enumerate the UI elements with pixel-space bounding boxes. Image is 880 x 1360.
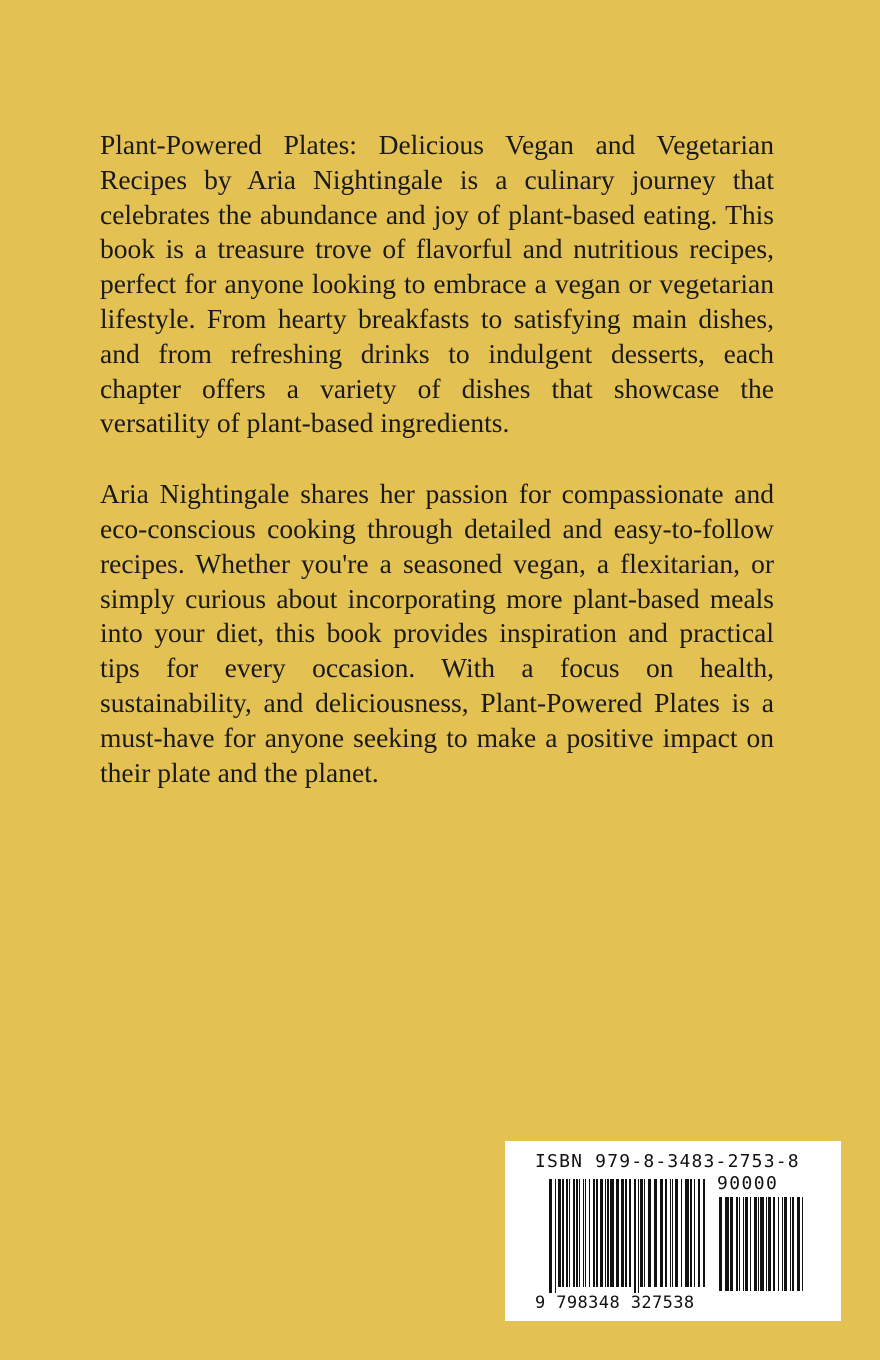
ean-digits: 9 798348 327538 xyxy=(535,1293,695,1313)
description-paragraph-1: Plant-Powered Plates: Delicious Vegan and Vegetarian Recipes by Aria Nightingale is a culinary journey that celebrates the abundance and joy of plant-based eating. This book is a treasure trove of flavorful and nutritious recipes, perfect for anyone looking to embrace a vegan or vegetarian lifestyle. From hearty breakfasts to satisfying main dishes, and from refreshing drinks to indulgent desserts, each chapter offers a variety of dishes that showcase the versatility of plant-based ingredients. xyxy=(100,129,774,439)
price-code: 90000 xyxy=(717,1173,779,1194)
book-description xyxy=(100,128,774,826)
description-paragraph-2: Aria Nightingale shares her passion for compassionate and eco-conscious cooking through detailed and easy-to-follow recipes. Whether you're a seasoned vegan, a flexitarian, or simply curious about incorporating more plant-based meals into your diet, this book provides inspiration and practical tips for every occasion. With a focus on health, sustainability, and deliciousness, Plant-Powered Plates is a must-have for anyone seeking to make a positive impact on their plate and the planet. xyxy=(100,478,774,788)
isbn-barcode xyxy=(505,1141,841,1321)
isbn-label: ISBN 979-8-3483-2753-8 xyxy=(535,1151,800,1172)
